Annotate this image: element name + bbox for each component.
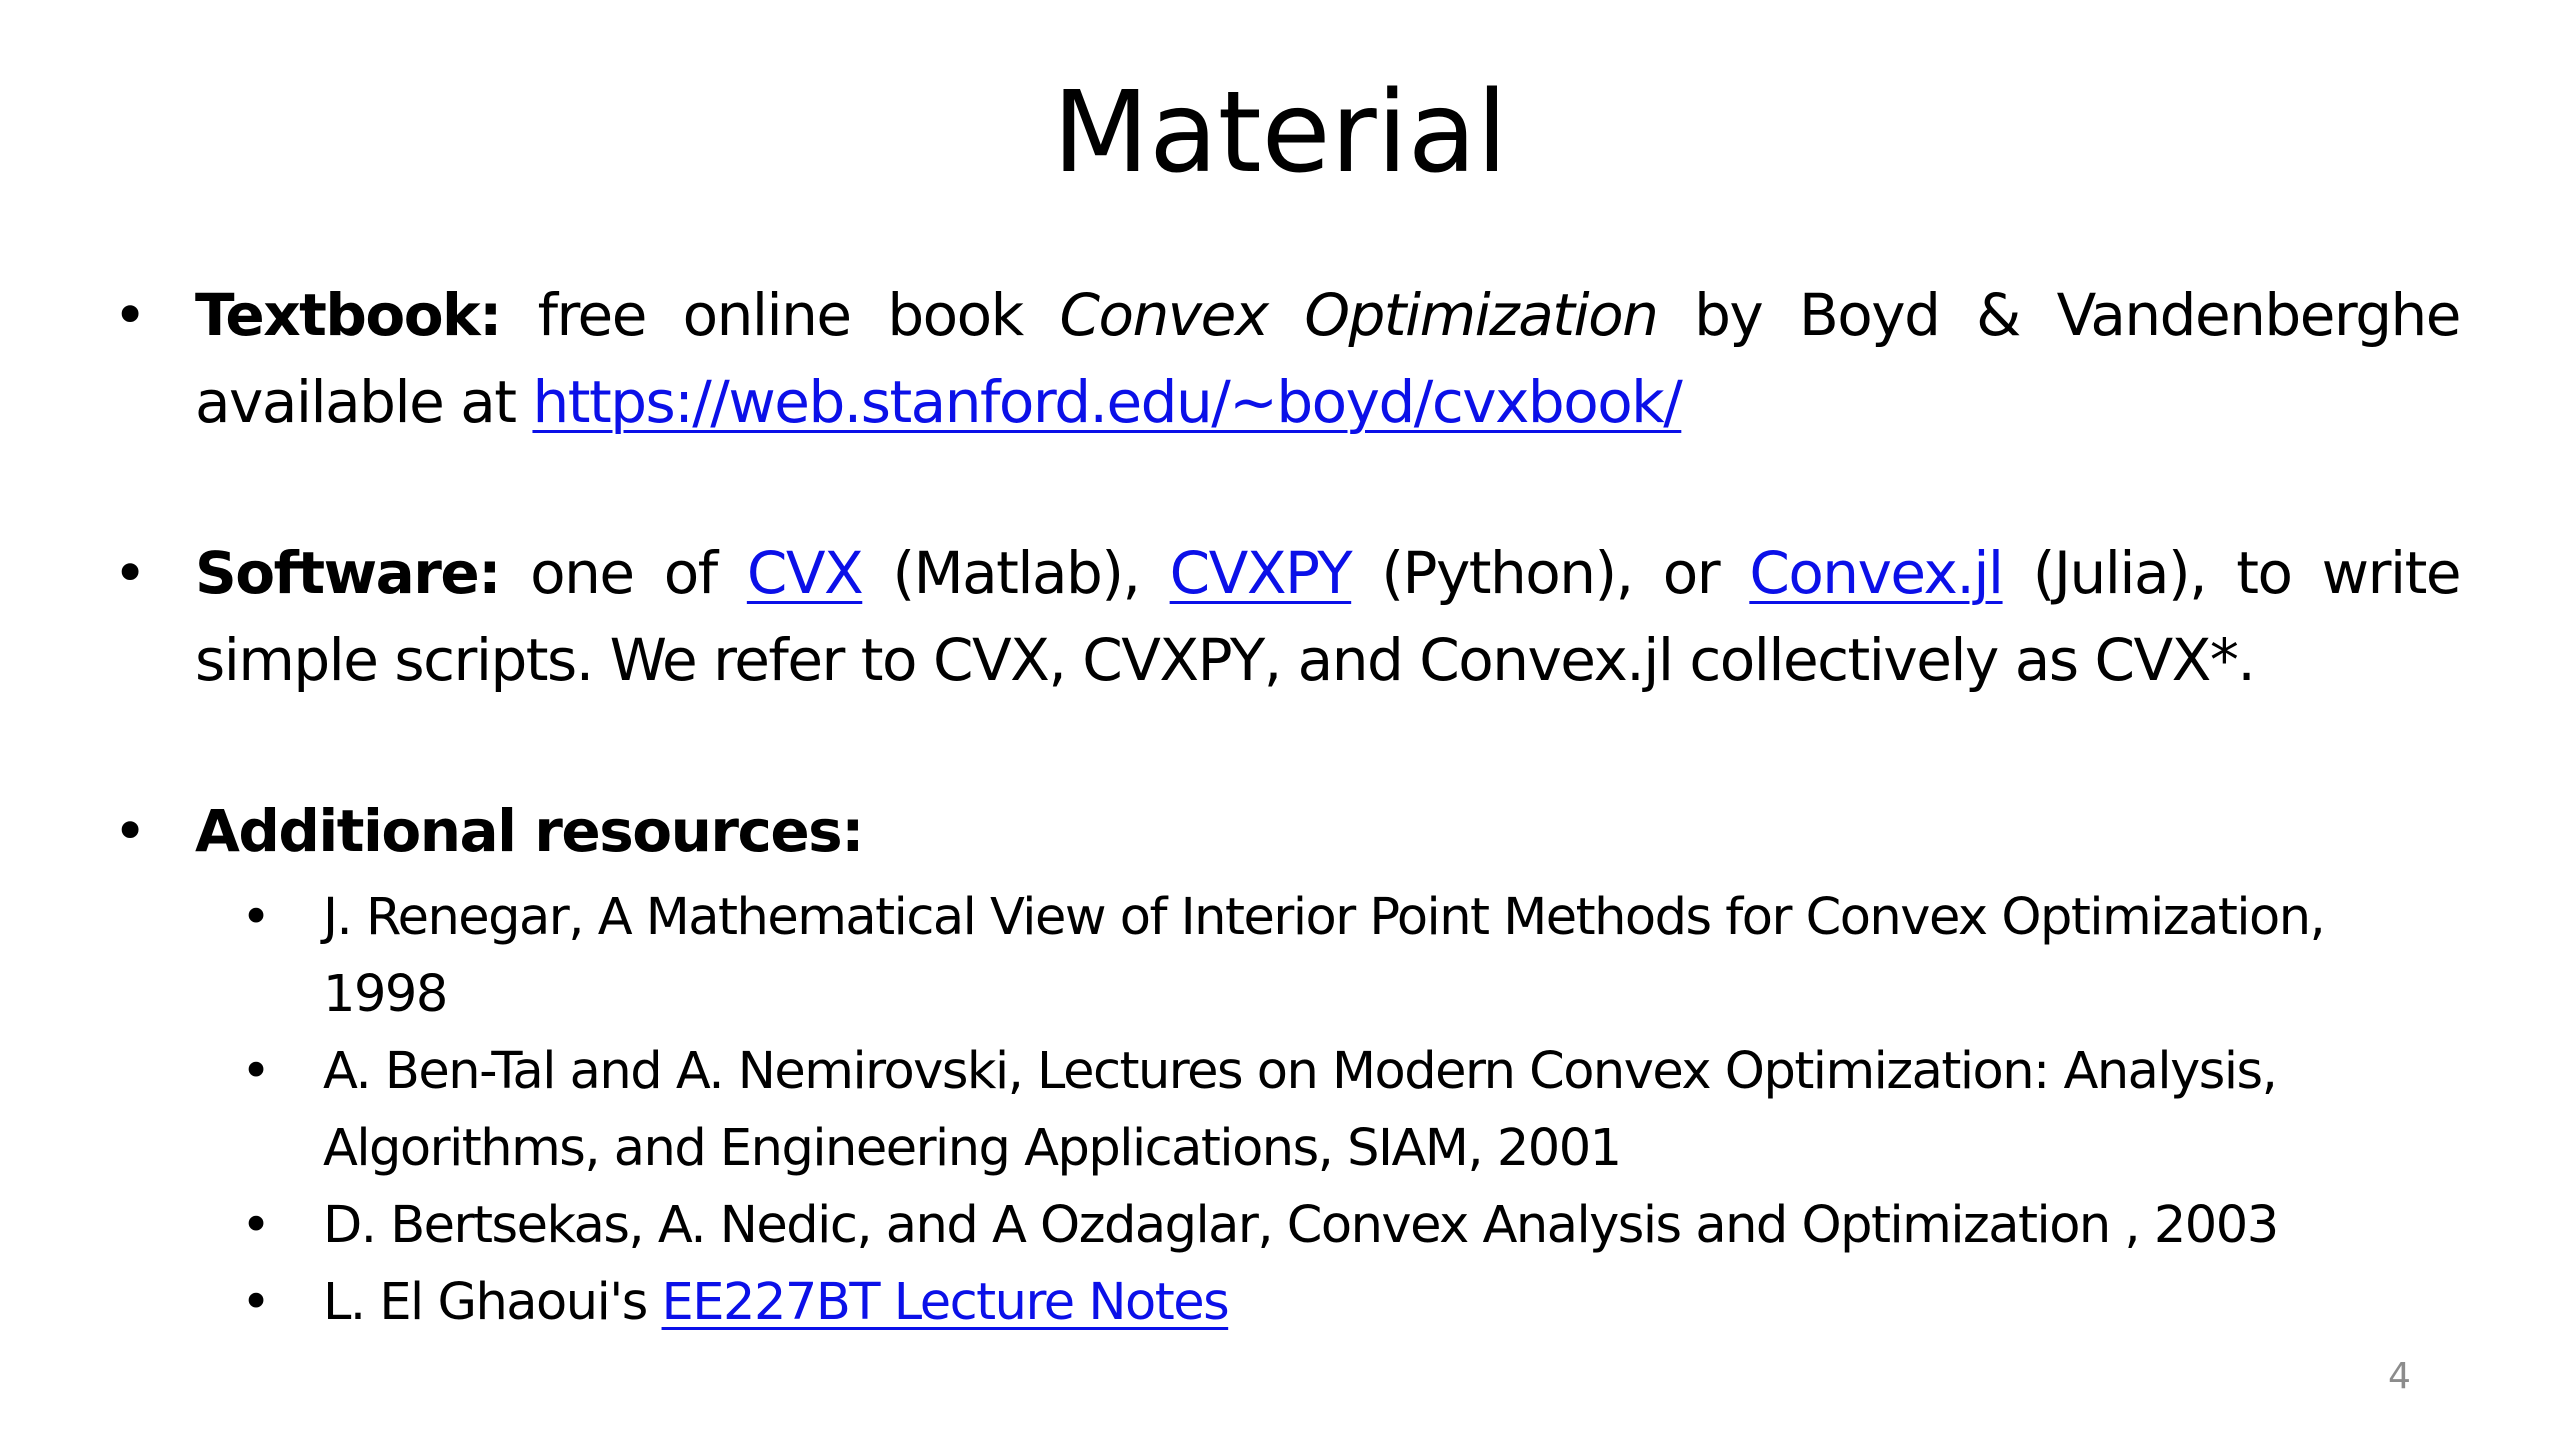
bullet-list [113,272,2460,1341]
textbook-text-after: by Boyd & Vandenberghe available at [195,281,2460,436]
textbook-label: Textbook: [195,281,501,349]
cvx-link[interactable]: CVX [746,539,863,607]
sub-bullet-dot: • [241,888,270,947]
textbook-book-title: Convex Optimization [1059,281,1658,349]
sub-bullet-dot: • [241,1042,270,1101]
bullet-dot: • [113,281,146,349]
bullet-dot: • [113,797,146,865]
convexjl-link[interactable]: Convex.jl [1749,539,2003,607]
bullet-textbook [113,272,2460,446]
cvxpy-link[interactable]: CVXPY [1169,539,1352,607]
resource-item [241,879,2460,1033]
page-number: 4 [2388,1356,2411,1397]
resource-item [241,1264,2460,1341]
bullet-dot: • [113,539,146,607]
software-text-2: (Matlab), [862,539,1170,607]
slide-title: Material [1052,68,1508,198]
sub-bullet-dot: • [241,1273,270,1332]
sub-bullet-dot: • [241,1196,270,1255]
software-text-3: (Python), or [1351,539,1750,607]
ee227bt-notes-link[interactable]: EE227BT Lecture Notes [661,1273,1229,1332]
textbook-link[interactable]: https://web.stanford.edu/~boyd/cvxbook/ [532,368,1682,436]
software-text-1: one of [499,539,747,607]
textbook-text-before: free online book [500,281,1060,349]
resource-item [241,1187,2460,1264]
resource-item-text: D. Bertsekas, A. Nedic, and A Ozdaglar, Convex Analysis and Optimization , 2003 [323,1196,2278,1255]
software-label: Software: [195,539,500,607]
resource-item-text: A. Ben-Tal and A. Nemirovski, Lectures on Modern Convex Optimization: Analysis, Algorithms, and Engineering Applications, SIAM, 2001 [323,1042,2277,1178]
software-text-4: (Julia), to write simple scripts. We refer to CVX, CVXPY, and Convex.jl collectively as CVX*. [195,539,2460,694]
resources-label: Additional resources: [195,797,863,865]
resource-item-text: J. Renegar, A Mathematical View of Interior Point Methods for Convex Optimization, 1998 [323,888,2325,1024]
resources-list [195,879,2460,1341]
bullet-resources [113,788,2460,1341]
resource-item-prefix: L. El Ghaoui's [323,1273,662,1332]
bullet-software [113,530,2460,704]
resource-item [241,1033,2460,1187]
